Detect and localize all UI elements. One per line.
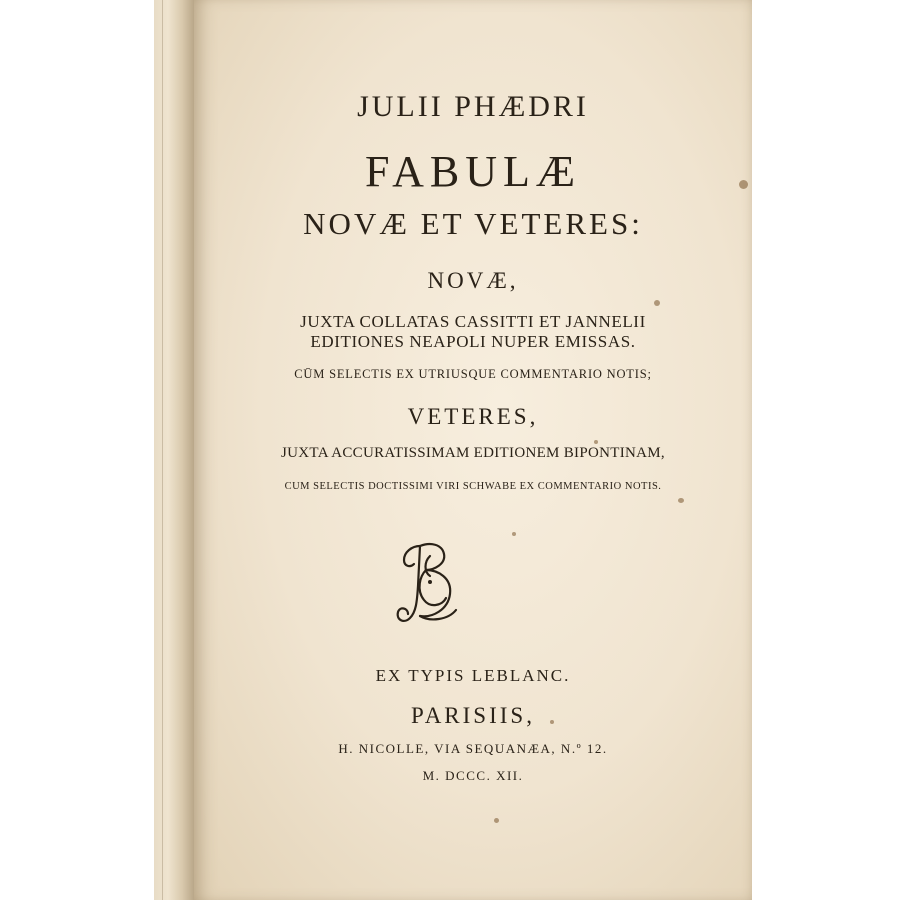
novae-notes: CŪM SELECTIS EX UTRIUSQUE COMMENTARIO NOTIS; <box>294 367 652 381</box>
year-line: M. DCCC. XII. <box>422 768 524 783</box>
city-line: PARISIIS, <box>411 703 535 728</box>
monogram-ornament-icon <box>390 536 470 628</box>
veteres-line: JUXTA ACCURATISSIMAM EDITIONEM BIPONTINAM, <box>281 445 665 461</box>
novae-heading: NOVÆ, <box>427 268 519 293</box>
subtitle-line: NOVÆ ET VETERES: <box>303 206 643 241</box>
foxing-spot <box>654 300 660 306</box>
foxing-spot <box>594 440 598 444</box>
foxing-spot <box>494 818 499 823</box>
foxing-spot <box>678 498 684 503</box>
publisher-line: H. NICOLLE, VIA SEQUANÆA, N.º 12. <box>338 741 608 756</box>
foxing-spot <box>512 532 516 536</box>
printer-line: EX TYPIS LEBLANC. <box>375 666 571 685</box>
novae-line-1: JUXTA COLLATAS CASSITTI ET JANNELII <box>300 312 646 331</box>
veteres-heading: VETERES, <box>407 404 539 429</box>
author-line: JULII PHÆDRI <box>357 90 589 123</box>
title-page <box>194 0 752 900</box>
novae-line-2: EDITIONES NEAPOLI NUPER EMISSAS. <box>310 332 636 351</box>
title-line: FABULÆ <box>364 147 582 196</box>
book-edge <box>154 0 195 900</box>
veteres-notes: CUM SELECTIS DOCTISSIMI VIRI SCHWABE EX COMMENTARIO NOTIS. <box>284 481 662 492</box>
